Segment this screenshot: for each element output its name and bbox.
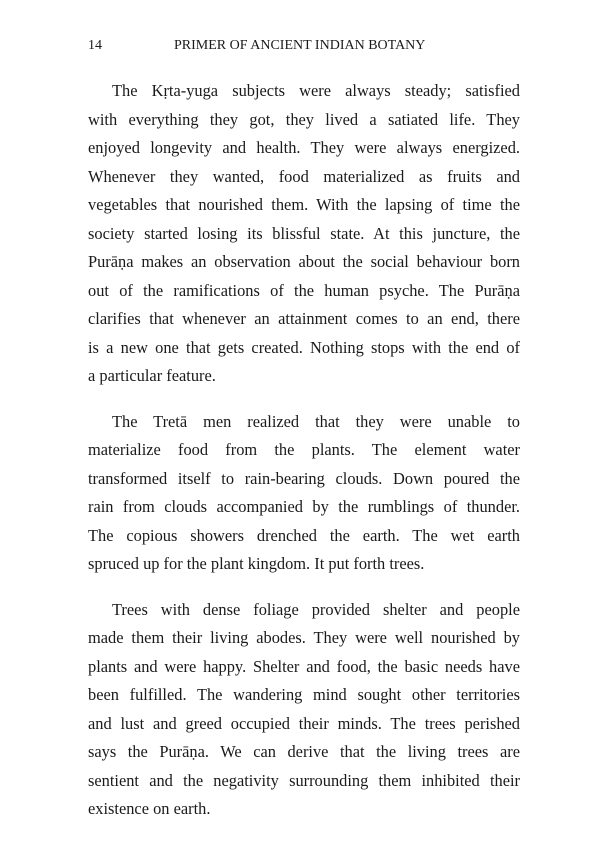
book-title: PRIMER OF ANCIENT INDIAN BOTANY (174, 38, 426, 53)
paragraph-2 (88, 408, 520, 579)
text-line: Trees with dense foliage provided shelter and people (112, 599, 520, 619)
text-line: with everything they got, they lived a satiated life. They (88, 109, 520, 129)
text-line: materialize food from the plants. The element water (88, 440, 520, 459)
text-line: Purāṇa makes an observation about the social behaviour born (88, 252, 520, 271)
text-line: says the Purāṇa. We can derive that the living trees are (88, 742, 520, 761)
running-head (88, 38, 528, 58)
paragraph-1 (88, 77, 520, 391)
text-line: out of the ramifications of the human psyche. The Purāṇa (88, 280, 520, 300)
page-number: 14 (88, 38, 102, 53)
text-line: is a new one that gets created. Nothing stops with the end of (88, 337, 520, 357)
text-line: rain from clouds accompanied by the rumblings of thunder. (88, 497, 520, 516)
paragraph-3 (88, 596, 520, 824)
text-line: The Kṛta-yuga subjects were always steady; satisfied (112, 81, 520, 100)
text-line: clarifies that whenever an attainment comes to an end, there (88, 309, 520, 328)
text-line: sentient and the negativity surrounding them inhibited their (88, 770, 520, 790)
text-line: spruced up for the plant kingdom. It put forth trees. (88, 554, 425, 573)
text-line: existence on earth. (88, 799, 211, 818)
text-line: society started losing its blissful state. At this juncture, the (88, 223, 520, 243)
text-line: and lust and greed occupied their minds. The trees perished (88, 713, 520, 733)
text-line: Whenever they wanted, food materialized as fruits and (88, 166, 520, 186)
text-line: plants and were happy. Shelter and food, the basic needs have (88, 656, 520, 676)
text-line: vegetables that nourished them. With the lapsing of time the (88, 195, 520, 214)
text-line: transformed itself to rain-bearing clouds. Down poured the (88, 468, 520, 488)
text-line: The copious showers drenched the earth. The wet earth (88, 525, 520, 545)
text-line: been fulfilled. The wandering mind sought other territories (88, 685, 520, 704)
text-line: enjoyed longevity and health. They were always energized. (88, 138, 520, 157)
text-line: a particular feature. (88, 366, 216, 385)
text-line: The Tretā men realized that they were unable to (112, 411, 520, 431)
body-text (88, 77, 520, 841)
text-line: made them their living abodes. They were well nourished by (88, 628, 520, 647)
